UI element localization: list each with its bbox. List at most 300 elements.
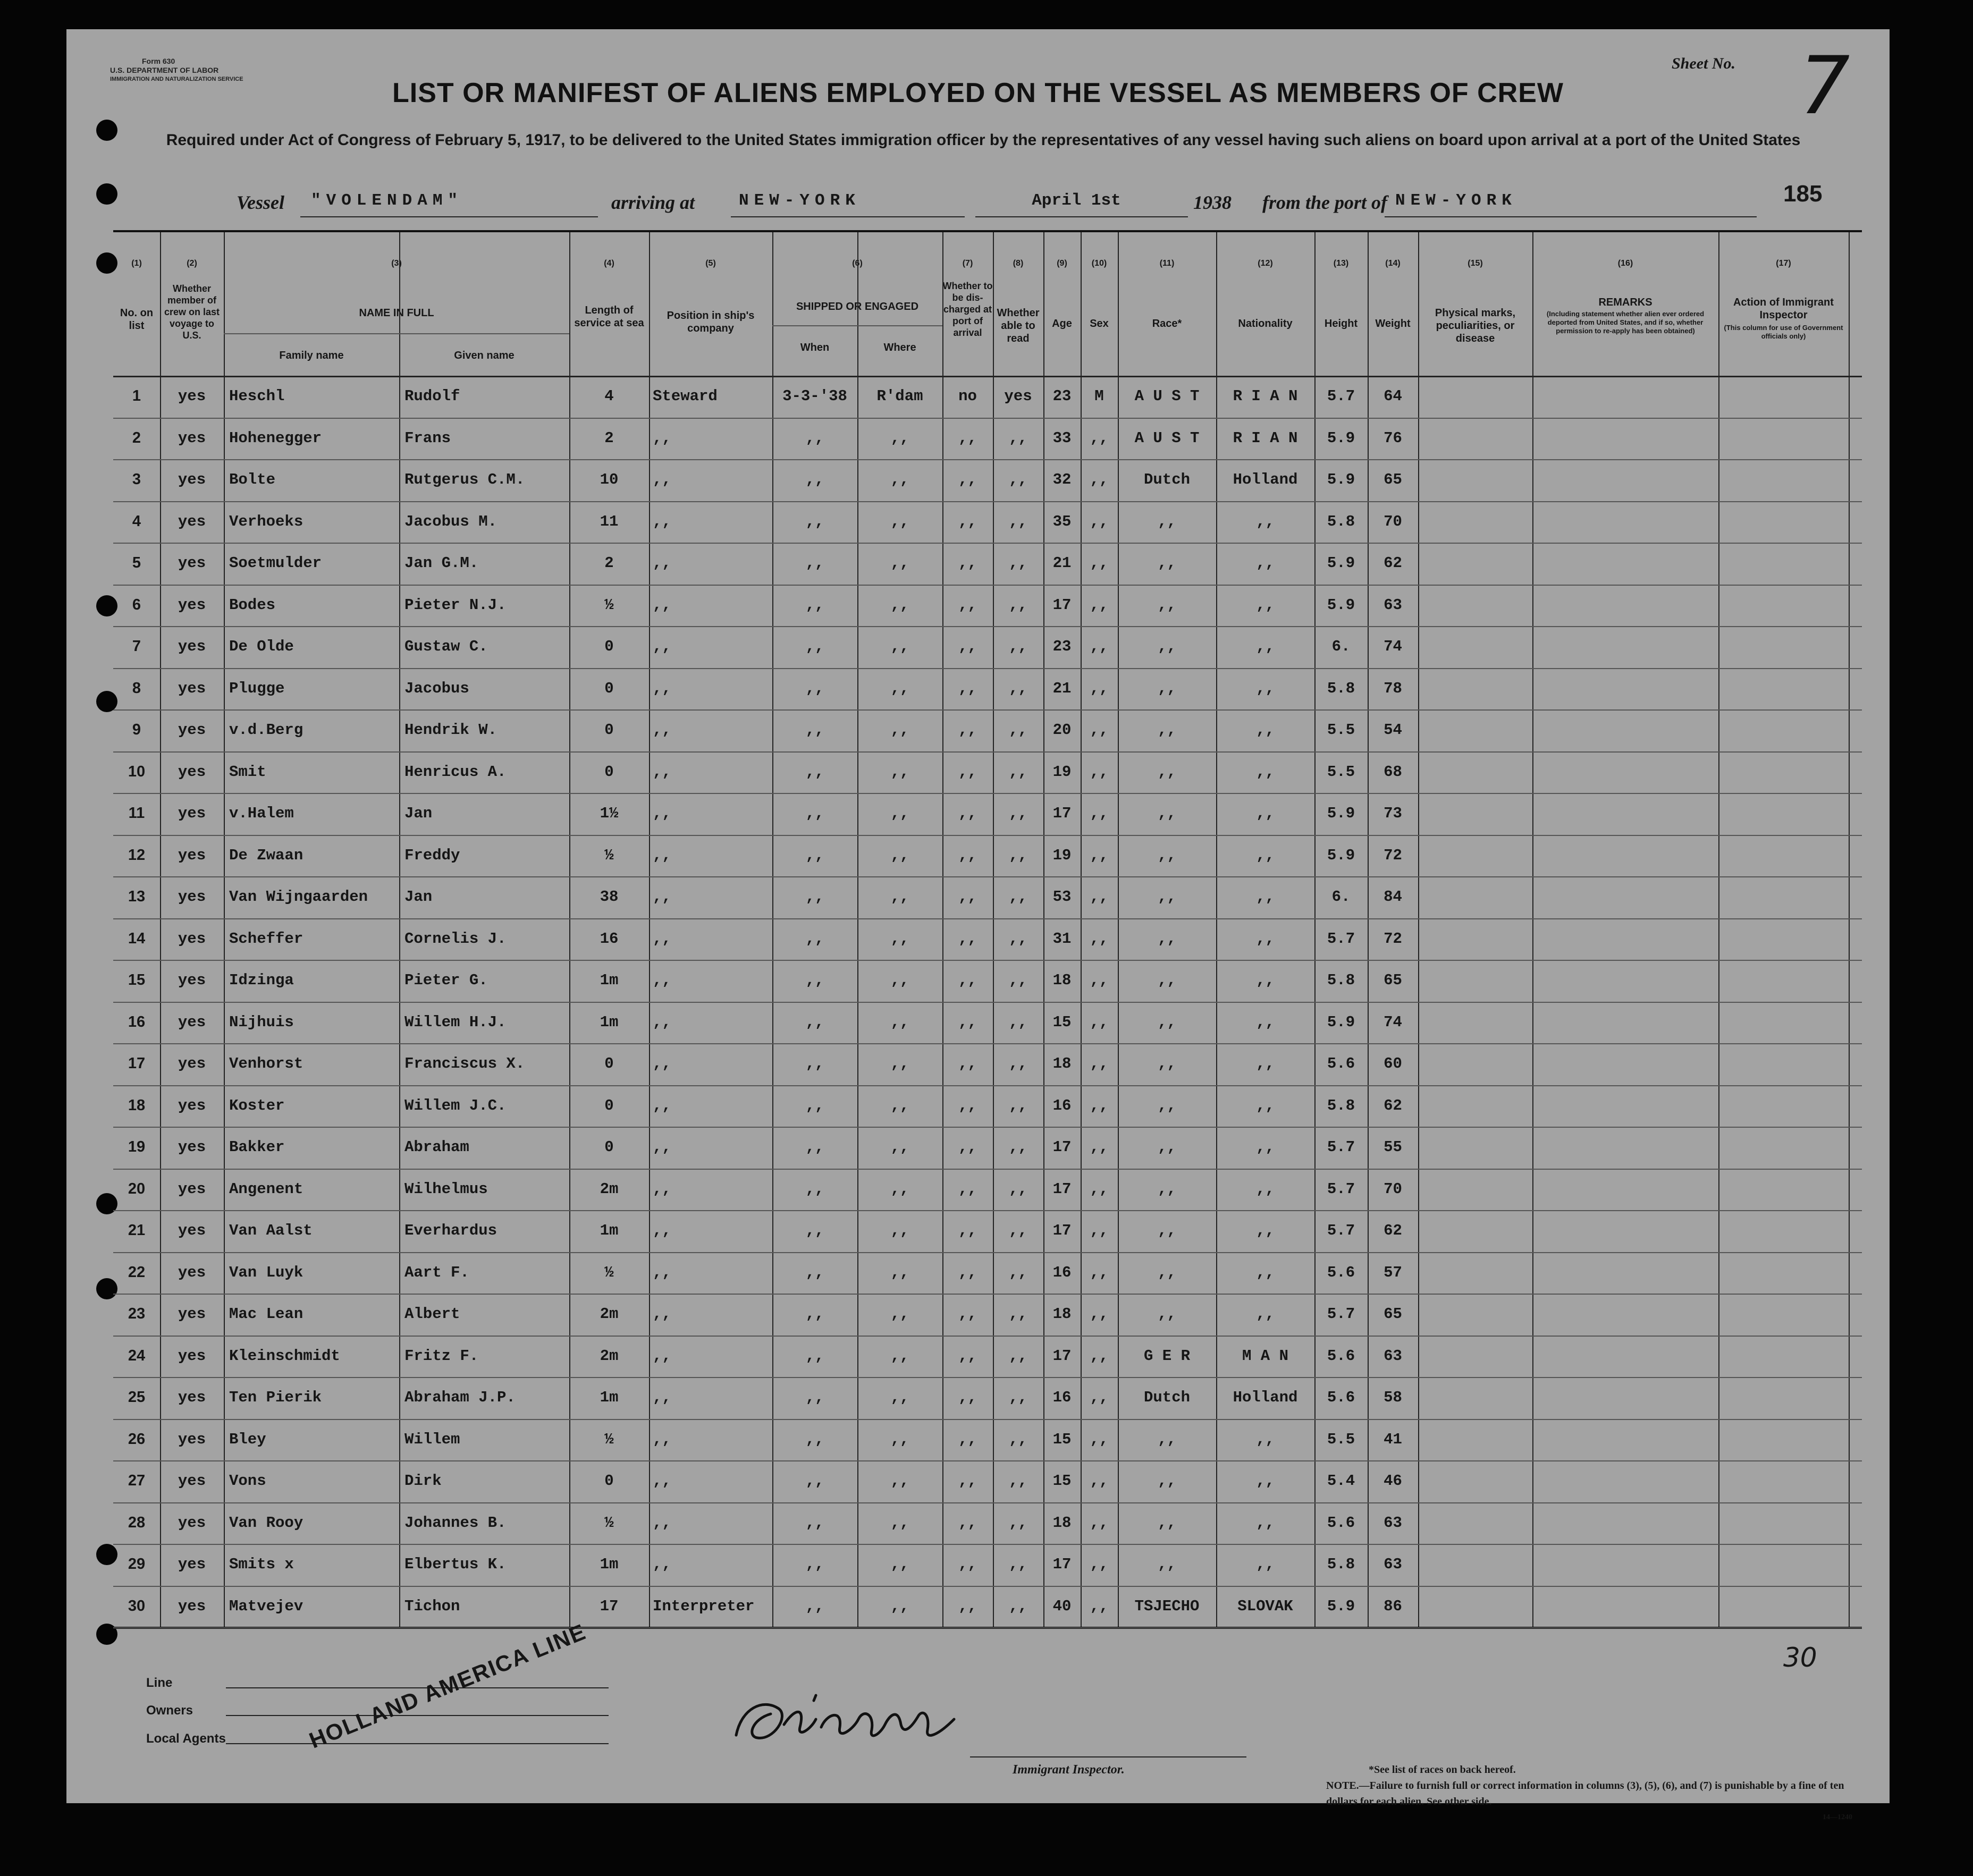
crew-given: Jacobus M. [404, 512, 498, 530]
crew-given: Wilhelmus [404, 1180, 488, 1198]
crew-weight: 73 [1384, 805, 1402, 822]
crew-height: 5.9 [1327, 805, 1355, 822]
local-agents-label: Local Agents [146, 1731, 226, 1746]
crew-crew: yes [178, 1222, 206, 1239]
crew-sex: ,, [1090, 1347, 1109, 1365]
crew-race: ,, [1158, 1305, 1176, 1323]
row-divider [113, 1502, 1862, 1503]
vessel-label: Vessel [237, 192, 284, 213]
crew-discharged: ,, [958, 1556, 977, 1573]
crew-position: ,, [653, 1556, 671, 1573]
crew-sex: ,, [1090, 471, 1109, 488]
crew-age: 19 [1052, 763, 1072, 781]
agents-underline [226, 1743, 609, 1744]
header-physical-marks: Physical marks, peculiarities, or disease [1435, 307, 1516, 344]
crew-when: ,, [805, 554, 824, 572]
crew-nationality: ,, [1256, 1514, 1275, 1532]
crew-service: 0 [604, 721, 614, 739]
crew-family: Nijhuis [229, 1013, 294, 1031]
crew-discharged: ,, [958, 1013, 977, 1031]
crew-age: 17 [1052, 1180, 1072, 1198]
crew-when: ,, [805, 971, 824, 989]
crew-age: 21 [1052, 679, 1072, 697]
crew-given: Rudolf [404, 387, 460, 405]
crew-position: ,, [653, 1472, 671, 1490]
crew-given: Jan G.M. [404, 554, 479, 572]
crew-position: ,, [653, 1263, 671, 1281]
crew-no: 1 [132, 387, 141, 404]
crew-height: 5.6 [1327, 1389, 1355, 1406]
crew-crew: yes [178, 888, 206, 906]
crew-read: ,, [1009, 1013, 1027, 1031]
crew-weight: 55 [1384, 1138, 1402, 1156]
crew-read: ,, [1009, 721, 1027, 739]
crew-where: ,, [890, 805, 909, 822]
crew-given: Elbertus K. [404, 1556, 507, 1573]
crew-when: ,, [805, 1514, 824, 1532]
crew-height: 5.7 [1327, 1138, 1355, 1156]
inspector-signature [720, 1677, 997, 1762]
line-label: Line [146, 1676, 173, 1690]
crew-race: ,, [1158, 554, 1176, 572]
crew-nationality: ,, [1256, 512, 1275, 530]
department-name: U.S. DEPARTMENT OF LABOR [110, 66, 219, 74]
crew-no: 26 [128, 1430, 146, 1448]
column-number: (7) [962, 259, 973, 268]
row-divider [113, 1252, 1862, 1253]
crew-when: ,, [805, 1138, 824, 1156]
crew-given: Pieter N.J. [404, 596, 507, 614]
date-underline [975, 216, 1188, 217]
crew-where: ,, [890, 1055, 909, 1072]
crew-service: 0 [604, 1472, 614, 1490]
crew-family: Ten Pierik [229, 1389, 322, 1406]
crew-race: ,, [1158, 679, 1176, 697]
crew-when: ,, [805, 512, 824, 530]
crew-where: ,, [890, 1556, 909, 1573]
crew-position: ,, [653, 1180, 671, 1198]
crew-no: 9 [132, 721, 141, 738]
crew-when: ,, [805, 1597, 824, 1615]
crew-height: 6. [1331, 638, 1351, 655]
header-shipped-or-engaged: SHIPPED OR ENGAGED [796, 301, 919, 312]
crew-sex: ,, [1090, 1430, 1109, 1448]
crew-race: ,, [1158, 1180, 1176, 1198]
crew-race: ,, [1158, 1430, 1176, 1448]
crew-race: ,, [1158, 1138, 1176, 1156]
crew-age: 15 [1052, 1472, 1072, 1490]
crew-age: 18 [1052, 1055, 1072, 1072]
crew-when: ,, [805, 1263, 824, 1281]
crew-no: 27 [128, 1472, 146, 1489]
crew-family: Bodes [229, 596, 276, 614]
crew-when: ,, [805, 805, 824, 822]
column-number: (9) [1057, 259, 1067, 268]
crew-when: ,, [805, 888, 824, 906]
header-able-to-read: Whether able to read [997, 307, 1040, 344]
crew-sex: ,, [1090, 763, 1109, 781]
crew-race: ,, [1158, 1472, 1176, 1490]
crew-height: 5.9 [1327, 554, 1355, 572]
footer-notes [1326, 1762, 1852, 1826]
crew-nationality: ,, [1256, 1055, 1275, 1072]
crew-given: Jan [404, 888, 433, 906]
crew-nationality: ,, [1256, 638, 1275, 655]
crew-nationality: SLOVAK [1237, 1597, 1293, 1615]
crew-where: ,, [890, 429, 909, 447]
crew-service: 11 [600, 512, 619, 530]
crew-given: Pieter G. [404, 971, 488, 989]
crew-given: Gustaw C. [404, 638, 488, 655]
header-subdivider [224, 333, 569, 334]
row-divider [113, 626, 1862, 627]
crew-age: 31 [1052, 929, 1072, 948]
crew-crew: yes [178, 1472, 206, 1490]
crew-sex: ,, [1090, 1514, 1109, 1532]
crew-weight: 65 [1384, 1305, 1402, 1323]
crew-where: ,, [890, 846, 909, 864]
crew-weight: 76 [1384, 429, 1402, 447]
race-footnote: *See list of races on back hereof. [1369, 1764, 1516, 1776]
crew-height: 6. [1331, 888, 1351, 906]
crew-when: ,, [805, 1430, 824, 1448]
crew-where: ,, [890, 763, 909, 781]
crew-read: ,, [1009, 971, 1027, 989]
crew-when: ,, [805, 596, 824, 614]
crew-service: 0 [604, 1138, 614, 1156]
punch-hole [96, 120, 117, 141]
crew-family: v.Halem [229, 805, 294, 822]
crew-race: ,, [1158, 1096, 1176, 1114]
crew-discharged: ,, [958, 1222, 977, 1239]
crew-no: 14 [128, 929, 146, 947]
header-shipped-when: When [800, 342, 830, 353]
row-divider [113, 1377, 1862, 1378]
crew-service: ½ [604, 596, 614, 614]
row-divider [113, 709, 1862, 711]
row-divider [113, 835, 1862, 836]
crew-when: ,, [805, 1556, 824, 1573]
crew-height: 5.5 [1327, 763, 1355, 781]
header-given-name: Given name [454, 350, 515, 361]
crew-discharged: ,, [958, 805, 977, 822]
crew-age: 15 [1052, 1013, 1072, 1031]
header-inspector-action: Action of Immigrant Inspector [1733, 297, 1834, 321]
crew-no: 5 [132, 554, 141, 571]
crew-race: ,, [1158, 596, 1176, 614]
crew-race: ,, [1158, 763, 1176, 781]
inspector-label: Immigrant Inspector. [1013, 1763, 1125, 1777]
crew-family: De Zwaan [229, 846, 303, 864]
crew-position: ,, [653, 1305, 671, 1323]
crew-weight: 74 [1384, 1013, 1402, 1031]
crew-position: ,, [653, 721, 671, 739]
crew-family: v.d.Berg [229, 721, 303, 739]
column-number: (5) [705, 259, 716, 268]
header-nationality: Nationality [1238, 318, 1293, 329]
crew-service: ½ [604, 1430, 614, 1448]
crew-race: ,, [1158, 1263, 1176, 1281]
crew-service: 0 [604, 638, 614, 655]
crew-family: Verhoeks [229, 512, 303, 530]
crew-read: ,, [1009, 429, 1027, 447]
crew-manifest-table [113, 230, 1862, 1629]
crew-where: ,, [890, 554, 909, 572]
crew-where: ,, [890, 1514, 909, 1532]
crew-family: Smit [229, 763, 266, 781]
arrival-date: April 1st [1032, 191, 1121, 210]
row-divider [113, 1586, 1862, 1587]
crew-weight: 74 [1384, 638, 1402, 655]
crew-sex: ,, [1090, 1597, 1109, 1615]
crew-family: Bolte [229, 471, 276, 488]
row-divider [113, 1085, 1862, 1086]
crew-weight: 78 [1384, 679, 1402, 697]
crew-nationality: ,, [1256, 1180, 1275, 1198]
crew-weight: 70 [1384, 512, 1402, 530]
crew-read: ,, [1009, 596, 1027, 614]
crew-read: ,, [1009, 1389, 1027, 1406]
crew-height: 5.7 [1327, 1222, 1355, 1239]
inspector-underline [970, 1756, 1246, 1757]
crew-crew: yes [178, 512, 206, 530]
crew-position: ,, [653, 679, 671, 697]
crew-weight: 86 [1384, 1597, 1402, 1615]
crew-read: ,, [1009, 1514, 1027, 1532]
crew-weight: 84 [1384, 888, 1402, 906]
crew-where: ,, [890, 1597, 909, 1615]
crew-read: ,, [1009, 638, 1027, 655]
crew-service: 2m [600, 1180, 619, 1198]
crew-nationality: ,, [1256, 1222, 1275, 1239]
crew-family: Hohenegger [229, 429, 322, 447]
crew-height: 5.8 [1327, 971, 1355, 989]
crew-nationality: ,, [1256, 1096, 1275, 1114]
crew-weight: 62 [1384, 1222, 1402, 1239]
crew-crew: yes [178, 596, 206, 614]
crew-age: 33 [1052, 429, 1072, 447]
column-divider [1418, 232, 1419, 1627]
crew-no: 25 [128, 1389, 146, 1406]
from-port-label: from the port of [1262, 192, 1388, 213]
crew-where: R'dam [876, 387, 923, 405]
crew-when: ,, [805, 1472, 824, 1490]
crew-when: ,, [805, 1180, 824, 1198]
crew-service: 38 [600, 888, 619, 906]
crew-nationality: R I A N [1233, 387, 1298, 405]
crew-weight: 58 [1384, 1389, 1402, 1406]
crew-nationality: ,, [1256, 721, 1275, 739]
crew-crew: yes [178, 1556, 206, 1573]
crew-sex: ,, [1090, 1305, 1109, 1323]
row-divider [113, 1002, 1862, 1003]
row-divider [113, 876, 1862, 877]
crew-family: Van Luyk [229, 1263, 303, 1281]
crew-read: ,, [1009, 554, 1027, 572]
manifest-title: LIST OR MANIFEST OF ALIENS EMPLOYED ON THE VESSEL AS MEMBERS OF CREW [392, 78, 1564, 108]
crew-nationality: ,, [1256, 1138, 1275, 1156]
crew-position: ,, [653, 1347, 671, 1365]
crew-height: 5.6 [1327, 1347, 1355, 1365]
arrival-underline [731, 216, 965, 217]
crew-sex: ,, [1090, 846, 1109, 864]
crew-where: ,, [890, 1430, 909, 1448]
column-divider [224, 232, 225, 1627]
crew-weight: 68 [1384, 763, 1402, 781]
crew-height: 5.8 [1327, 1096, 1355, 1114]
header-inspector-note: (This column for use of Government officials only) [1724, 324, 1843, 340]
crew-family: Van Rooy [229, 1514, 303, 1532]
crew-no: 10 [128, 763, 146, 780]
crew-sex: ,, [1090, 554, 1109, 572]
crew-given: Abraham J.P. [404, 1389, 516, 1406]
crew-when: ,, [805, 429, 824, 447]
crew-age: 17 [1052, 1138, 1072, 1156]
crew-given: Jan [404, 805, 433, 822]
row-divider [113, 1210, 1862, 1211]
crew-crew: yes [178, 1263, 206, 1281]
crew-family: Vons [229, 1472, 266, 1490]
crew-crew: yes [178, 471, 206, 488]
row-divider [113, 1460, 1862, 1461]
crew-height: 5.7 [1327, 1305, 1355, 1323]
crew-discharged: ,, [958, 1389, 977, 1406]
crew-read: ,, [1009, 679, 1027, 697]
crew-read: ,, [1009, 1096, 1027, 1114]
header-position: Position in ship's company [667, 310, 755, 334]
crew-where: ,, [890, 929, 909, 948]
column-number: (13) [1333, 259, 1349, 268]
crew-discharged: ,, [958, 638, 977, 655]
crew-service: 1m [600, 1389, 619, 1406]
crew-given: Henricus A. [404, 763, 507, 781]
crew-read: yes [1004, 387, 1032, 405]
crew-race: Dutch [1143, 471, 1190, 488]
crew-when: ,, [805, 1305, 824, 1323]
crew-position: ,, [653, 763, 671, 781]
crew-height: 5.9 [1327, 1013, 1355, 1031]
crew-nationality: ,, [1256, 888, 1275, 906]
crew-sex: ,, [1090, 805, 1109, 822]
crew-no: 15 [128, 971, 146, 988]
crew-given: Frans [404, 429, 451, 447]
crew-no: 21 [128, 1222, 146, 1239]
crew-when: ,, [805, 846, 824, 864]
crew-read: ,, [1009, 512, 1027, 530]
crew-where: ,, [890, 971, 909, 989]
crew-nationality: Holland [1233, 1389, 1298, 1406]
crew-no: 28 [128, 1514, 146, 1531]
departure-underline [1385, 216, 1757, 217]
crew-height: 5.9 [1327, 471, 1355, 488]
crew-nationality: ,, [1256, 929, 1275, 948]
crew-read: ,, [1009, 1180, 1027, 1198]
crew-position: ,, [653, 1055, 671, 1072]
crew-discharged: ,, [958, 596, 977, 614]
year-value: 1938 [1193, 192, 1232, 213]
crew-sex: M [1094, 387, 1104, 405]
sheet-number-label: Sheet No. [1672, 55, 1735, 72]
column-divider [1849, 232, 1850, 1627]
crew-discharged: ,, [958, 1096, 977, 1114]
company-stamp: HOLLAND AMERICA LINE [306, 1619, 590, 1753]
crew-family: Van Wijngaarden [229, 888, 368, 906]
crew-where: ,, [890, 1096, 909, 1114]
crew-discharged: ,, [958, 554, 977, 572]
crew-no: 12 [128, 846, 146, 864]
crew-no: 30 [128, 1597, 146, 1615]
crew-sex: ,, [1090, 929, 1109, 948]
crew-given: Hendrik W. [404, 721, 498, 739]
crew-crew: yes [178, 429, 206, 447]
crew-service: 1m [600, 1556, 619, 1573]
row-divider [113, 418, 1862, 419]
row-divider [113, 1627, 1862, 1628]
crew-discharged: ,, [958, 679, 977, 697]
crew-crew: yes [178, 1138, 206, 1156]
crew-weight: 64 [1384, 387, 1402, 405]
crew-age: 17 [1052, 1556, 1072, 1573]
crew-height: 5.9 [1327, 596, 1355, 614]
crew-read: ,, [1009, 805, 1027, 822]
crew-weight: 65 [1384, 471, 1402, 488]
crew-height: 5.6 [1327, 1514, 1355, 1532]
crew-weight: 62 [1384, 1096, 1402, 1114]
column-number: (11) [1159, 259, 1175, 268]
header-member-of-crew: Whether member of crew on last voyage to U.S. [164, 283, 220, 341]
owners-underline [226, 1715, 609, 1716]
penalty-note: NOTE.—Failure to furnish full or correct information in columns (3), (5), (6), and (7) is punishable by a fine of ten dollars for each alien. See other side. [1326, 1780, 1844, 1807]
header-height: Height [1324, 318, 1358, 329]
row-divider [113, 543, 1862, 544]
crew-where: ,, [890, 1180, 909, 1198]
crew-discharged: ,, [958, 1347, 977, 1365]
crew-family: Bakker [229, 1138, 285, 1156]
crew-read: ,, [1009, 763, 1027, 781]
crew-where: ,, [890, 596, 909, 614]
header-remarks-note: (Including statement whether alien ever ordered deported from United States, and if so, whether permission to re-apply has been obtained) [1546, 310, 1705, 335]
crew-sex: ,, [1090, 1472, 1109, 1490]
crew-service: ½ [604, 846, 614, 864]
crew-crew: yes [178, 554, 206, 572]
crew-age: 16 [1052, 1263, 1072, 1281]
crew-nationality: Holland [1233, 471, 1298, 488]
crew-read: ,, [1009, 1305, 1027, 1323]
crew-race: ,, [1158, 512, 1176, 530]
crew-family: Angenent [229, 1180, 303, 1198]
crew-position: ,, [653, 1430, 671, 1448]
crew-crew: yes [178, 1389, 206, 1406]
crew-sex: ,, [1090, 679, 1109, 697]
crew-age: 40 [1052, 1597, 1072, 1615]
column-number: (16) [1617, 259, 1633, 268]
crew-position: ,, [653, 929, 671, 948]
header-age: Age [1052, 318, 1072, 329]
crew-no: 8 [132, 679, 141, 697]
crew-nationality: ,, [1256, 805, 1275, 822]
crew-sex: ,, [1090, 429, 1109, 447]
crew-height: 5.9 [1327, 1597, 1355, 1615]
crew-service: 0 [604, 1096, 614, 1114]
crew-service: 2 [604, 554, 614, 572]
crew-family: Koster [229, 1096, 285, 1114]
sheet-number-value: 7 [1799, 40, 1850, 132]
header-discharged: Whether to be dis-charged at port of arrival [942, 281, 993, 338]
crew-where: ,, [890, 1347, 909, 1365]
crew-position: ,, [653, 888, 671, 906]
crew-height: 5.5 [1327, 1430, 1355, 1448]
crew-where: ,, [890, 888, 909, 906]
